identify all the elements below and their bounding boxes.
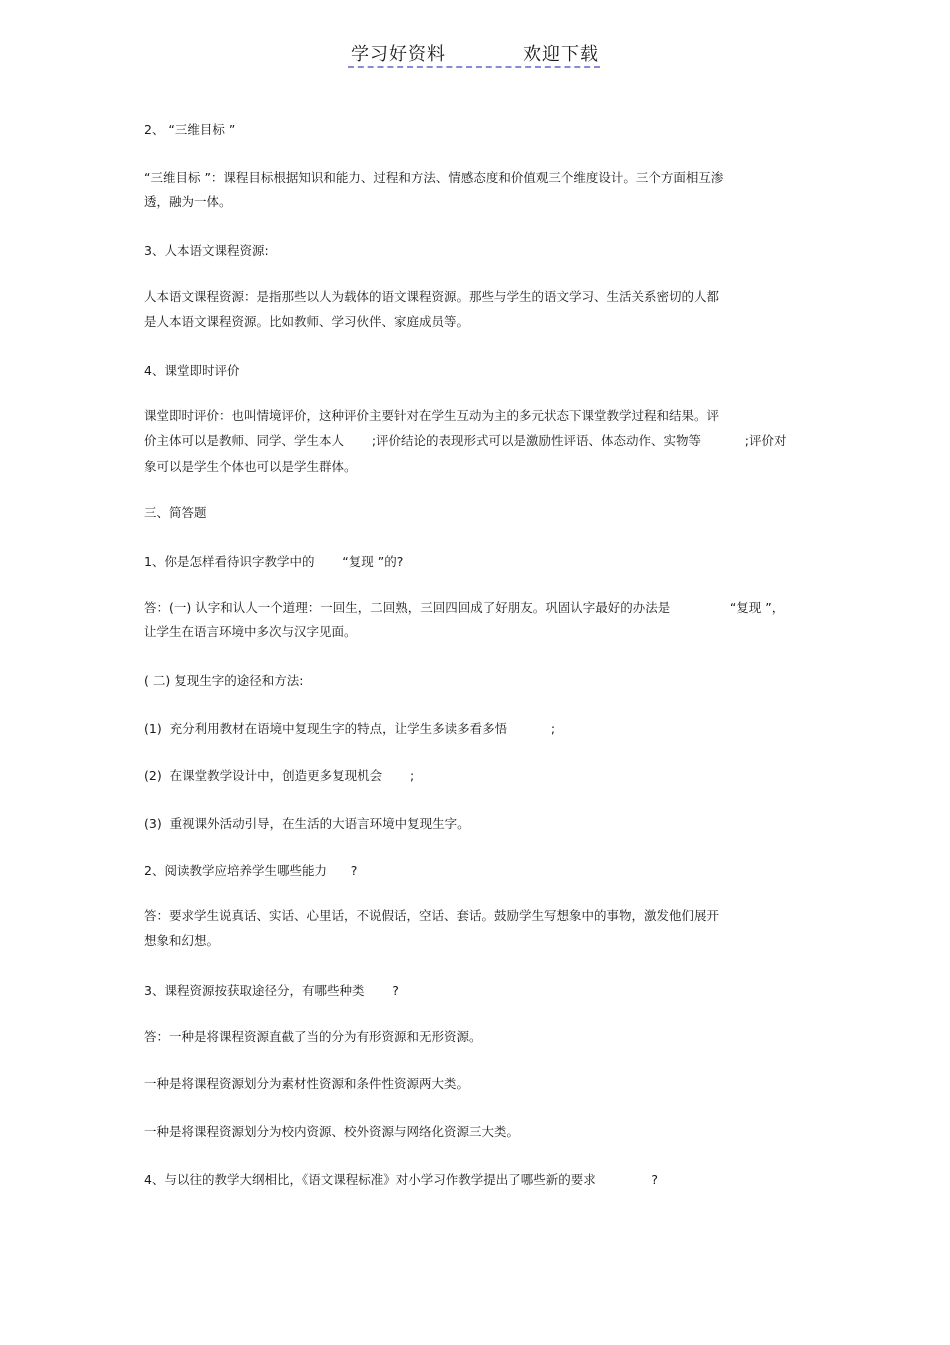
paragraph-line: 价主体可以是教师、同学、学生本人 ;评价结论的表现形式可以是激励性评语、体态动作、实物等 ;评价对 (144, 433, 787, 448)
page-header (348, 40, 600, 68)
header-left-text: 学习好资料 (351, 44, 446, 65)
paragraph-line: “三维目标 ”：课程目标根据知识和能力、过程和方法、情感态度和价值观三个维度设计。三个方面相互渗 (144, 170, 724, 185)
answer-line: 让学生在语言环境中多次与汉字见面。 (144, 624, 357, 639)
list-item: (2) 在课堂教学设计中，创造更多复现机会 ; (144, 768, 415, 783)
question-4: 4、与以往的教学大纲相比，《语文课程标准》对小学习作教学提出了哪些新的要求 ? (144, 1172, 658, 1187)
paragraph-line: 是人本语文课程资源。比如教师、学习伙伴、家庭成员等。 (144, 314, 470, 329)
header-right-text: 欢迎下载 (523, 44, 599, 65)
heading-human-resources: 3、人本语文课程资源: (144, 243, 269, 258)
answer-line: 答：一种是将课程资源直截了当的分为有形资源和无形资源。 (144, 1029, 482, 1044)
answer-line: 一种是将课程资源划分为素材性资源和条件性资源两大类。 (144, 1076, 470, 1091)
section-heading-short-answer: 三、简答题 (144, 505, 207, 520)
heading-three-dimensional-goals: 2、 “三维目标 ” (144, 122, 236, 137)
answer-line: 想象和幻想。 (144, 933, 220, 948)
answer-line: 一种是将课程资源划分为校内资源、校外资源与网络化资源三大类。 (144, 1124, 520, 1139)
paragraph-line: 透，融为一体。 (144, 194, 232, 209)
paragraph-line: 人本语文课程资源：是指那些以人为载体的语文课程资源。那些与学生的语文学习、生活关系密切的人都 (144, 289, 720, 304)
question-3: 3、课程资源按获取途径分，有哪些种类 ? (144, 983, 399, 998)
heading-classroom-evaluation: 4、课堂即时评价 (144, 363, 240, 378)
question-2: 2、阅读教学应培养学生哪些能力 ? (144, 863, 358, 878)
question-1: 1、你是怎样看待识字教学中的 “复现 ”的? (144, 554, 404, 569)
answer-line: 答：(一) 认字和认人一个道理：一回生，二回熟，三回四回成了好朋友。巩固认字最好的办法是 “复现 ”， (144, 600, 785, 615)
answer-line: 答：要求学生说真话、实话、心里话，不说假话，空话、套话。鼓励学生写想象中的事物，激发他们展开 (144, 908, 720, 923)
paragraph-line: 课堂即时评价：也叫情境评价，这种评价主要针对在学生互动为主的多元状态下课堂教学过程和结果。评 (144, 408, 720, 423)
list-item: (1) 充分利用教材在语境中复现生字的特点，让学生多读多看多悟 ; (144, 721, 556, 736)
paragraph-line: 象可以是学生个体也可以是学生群体。 (144, 459, 357, 474)
list-item: (3) 重视课外活动引导，在生活的大语言环境中复现生字。 (144, 816, 470, 831)
sub-heading: ( 二) 复现生字的途径和方法: (144, 673, 304, 688)
